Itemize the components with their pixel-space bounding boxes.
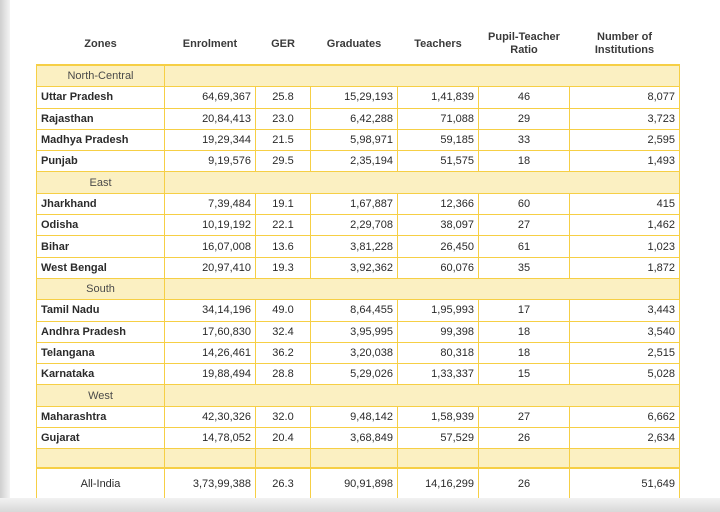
zone-spacer bbox=[165, 65, 680, 87]
state-name: Maharashtra bbox=[37, 406, 165, 427]
teachers-cell: 57,529 bbox=[398, 428, 479, 449]
zone-name: South bbox=[37, 278, 165, 299]
enrolment-cell: 10,19,192 bbox=[165, 215, 256, 236]
header-row bbox=[37, 24, 680, 65]
institutions-cell: 8,077 bbox=[570, 87, 680, 108]
teachers-cell: 38,097 bbox=[398, 215, 479, 236]
table-row bbox=[37, 428, 680, 449]
table-row bbox=[37, 342, 680, 363]
spacer-row bbox=[37, 449, 680, 469]
total-ger-cell: 26.3 bbox=[256, 468, 311, 500]
state-name: Tamil Nadu bbox=[37, 300, 165, 321]
institutions-cell: 415 bbox=[570, 193, 680, 214]
graduates-cell: 3,20,038 bbox=[311, 342, 398, 363]
institutions-cell: 3,723 bbox=[570, 108, 680, 129]
institutions-cell: 1,872 bbox=[570, 257, 680, 278]
teachers-cell: 59,185 bbox=[398, 129, 479, 150]
zone-header-row bbox=[37, 172, 680, 193]
zone-spacer bbox=[165, 385, 680, 406]
teachers-cell: 60,076 bbox=[398, 257, 479, 278]
institutions-cell: 2,634 bbox=[570, 428, 680, 449]
enrolment-cell: 34,14,196 bbox=[165, 300, 256, 321]
state-name: Karnataka bbox=[37, 364, 165, 385]
ptr-cell: 29 bbox=[479, 108, 570, 129]
institutions-cell: 1,023 bbox=[570, 236, 680, 257]
zone-header-row bbox=[37, 278, 680, 299]
ptr-cell: 46 bbox=[479, 87, 570, 108]
ger-cell: 49.0 bbox=[256, 300, 311, 321]
zone-header-row bbox=[37, 385, 680, 406]
total-enrolment-cell: 3,73,99,388 bbox=[165, 468, 256, 500]
ger-cell: 29.5 bbox=[256, 151, 311, 172]
table-row bbox=[37, 300, 680, 321]
ptr-cell: 18 bbox=[479, 151, 570, 172]
zone-name: East bbox=[37, 172, 165, 193]
teachers-cell: 1,95,993 bbox=[398, 300, 479, 321]
teachers-cell: 99,398 bbox=[398, 321, 479, 342]
graduates-cell: 6,42,288 bbox=[311, 108, 398, 129]
ptr-cell: 18 bbox=[479, 321, 570, 342]
ger-cell: 25.8 bbox=[256, 87, 311, 108]
enrolment-cell: 20,84,413 bbox=[165, 108, 256, 129]
enrolment-cell: 9,19,576 bbox=[165, 151, 256, 172]
total-graduates-cell: 90,91,898 bbox=[311, 468, 398, 500]
table-row bbox=[37, 193, 680, 214]
ger-cell: 32.4 bbox=[256, 321, 311, 342]
state-name: Telangana bbox=[37, 342, 165, 363]
enrolment-cell: 14,26,461 bbox=[165, 342, 256, 363]
ptr-cell: 35 bbox=[479, 257, 570, 278]
state-name: Uttar Pradesh bbox=[37, 87, 165, 108]
table-row bbox=[37, 406, 680, 427]
institutions-cell: 5,028 bbox=[570, 364, 680, 385]
spacer-cell bbox=[311, 449, 398, 469]
teachers-cell: 1,41,839 bbox=[398, 87, 479, 108]
page-edge-shadow-bottom bbox=[0, 498, 720, 512]
ger-cell: 19.1 bbox=[256, 193, 311, 214]
institutions-cell: 1,493 bbox=[570, 151, 680, 172]
enrolment-cell: 16,07,008 bbox=[165, 236, 256, 257]
state-name: Jharkhand bbox=[37, 193, 165, 214]
spacer-cell bbox=[165, 449, 256, 469]
enrolment-cell: 19,29,344 bbox=[165, 129, 256, 150]
teachers-cell: 1,58,939 bbox=[398, 406, 479, 427]
graduates-cell: 3,92,362 bbox=[311, 257, 398, 278]
enrolment-cell: 19,88,494 bbox=[165, 364, 256, 385]
graduates-cell: 5,29,026 bbox=[311, 364, 398, 385]
table-row bbox=[37, 151, 680, 172]
graduates-cell: 3,68,849 bbox=[311, 428, 398, 449]
ptr-cell: 60 bbox=[479, 193, 570, 214]
institutions-cell: 2,595 bbox=[570, 129, 680, 150]
table-row bbox=[37, 236, 680, 257]
institutions-cell: 3,540 bbox=[570, 321, 680, 342]
teachers-cell: 1,33,337 bbox=[398, 364, 479, 385]
spacer-cell bbox=[479, 449, 570, 469]
graduates-cell: 2,29,708 bbox=[311, 215, 398, 236]
ptr-cell: 15 bbox=[479, 364, 570, 385]
ger-cell: 28.8 bbox=[256, 364, 311, 385]
header-graduates: Graduates bbox=[326, 37, 382, 50]
zone-name: North-Central bbox=[37, 65, 165, 87]
enrolment-cell: 20,97,410 bbox=[165, 257, 256, 278]
state-name: Andhra Pradesh bbox=[37, 321, 165, 342]
ptr-cell: 27 bbox=[479, 215, 570, 236]
ptr-cell: 17 bbox=[479, 300, 570, 321]
table-row bbox=[37, 108, 680, 129]
graduates-cell: 9,48,142 bbox=[311, 406, 398, 427]
graduates-cell: 1,67,887 bbox=[311, 193, 398, 214]
ger-cell: 22.1 bbox=[256, 215, 311, 236]
header-zones: Zones bbox=[84, 37, 117, 50]
page-edge-shadow bbox=[0, 0, 10, 512]
header-institutions: Number of Institutions bbox=[594, 31, 655, 56]
graduates-cell: 5,98,971 bbox=[311, 129, 398, 150]
spacer-cell bbox=[37, 449, 165, 469]
teachers-cell: 71,088 bbox=[398, 108, 479, 129]
ptr-cell: 26 bbox=[479, 428, 570, 449]
spacer-cell bbox=[570, 449, 680, 469]
header-ptr: Pupil-Teacher Ratio bbox=[488, 31, 560, 56]
table-row bbox=[37, 215, 680, 236]
enrolment-cell: 64,69,367 bbox=[165, 87, 256, 108]
ger-cell: 13.6 bbox=[256, 236, 311, 257]
graduates-cell: 8,64,455 bbox=[311, 300, 398, 321]
table-row bbox=[37, 87, 680, 108]
higher-education-table bbox=[36, 24, 679, 500]
enrolment-cell: 7,39,484 bbox=[165, 193, 256, 214]
state-name: Rajasthan bbox=[37, 108, 165, 129]
ptr-cell: 61 bbox=[479, 236, 570, 257]
graduates-cell: 3,95,995 bbox=[311, 321, 398, 342]
institutions-cell: 6,662 bbox=[570, 406, 680, 427]
table-row bbox=[37, 129, 680, 150]
teachers-cell: 26,450 bbox=[398, 236, 479, 257]
table-row bbox=[37, 321, 680, 342]
zone-name: West bbox=[37, 385, 165, 406]
ger-cell: 20.4 bbox=[256, 428, 311, 449]
enrolment-cell: 17,60,830 bbox=[165, 321, 256, 342]
state-name: Bihar bbox=[37, 236, 165, 257]
state-name: Madhya Pradesh bbox=[37, 129, 165, 150]
total-row bbox=[37, 468, 680, 500]
total-ptr-cell: 26 bbox=[479, 468, 570, 500]
institutions-cell: 1,462 bbox=[570, 215, 680, 236]
state-name: Punjab bbox=[37, 151, 165, 172]
teachers-cell: 12,366 bbox=[398, 193, 479, 214]
total-institutions-cell: 51,649 bbox=[570, 468, 680, 500]
spacer-cell bbox=[398, 449, 479, 469]
header-ger: GER bbox=[271, 37, 295, 50]
table-row bbox=[37, 364, 680, 385]
graduates-cell: 3,81,228 bbox=[311, 236, 398, 257]
total-teachers-cell: 14,16,299 bbox=[398, 468, 479, 500]
institutions-cell: 2,515 bbox=[570, 342, 680, 363]
table-row bbox=[37, 257, 680, 278]
state-name: Odisha bbox=[37, 215, 165, 236]
state-name: West Bengal bbox=[37, 257, 165, 278]
graduates-cell: 2,35,194 bbox=[311, 151, 398, 172]
header-enrolment: Enrolment bbox=[182, 37, 238, 50]
ptr-cell: 33 bbox=[479, 129, 570, 150]
state-name: Gujarat bbox=[37, 428, 165, 449]
ger-cell: 36.2 bbox=[256, 342, 311, 363]
zone-header-row bbox=[37, 65, 680, 87]
graduates-cell: 15,29,193 bbox=[311, 87, 398, 108]
zone-spacer bbox=[165, 172, 680, 193]
enrolment-cell: 42,30,326 bbox=[165, 406, 256, 427]
ger-cell: 21.5 bbox=[256, 129, 311, 150]
header-teachers: Teachers bbox=[414, 37, 462, 50]
ger-cell: 23.0 bbox=[256, 108, 311, 129]
enrolment-cell: 14,78,052 bbox=[165, 428, 256, 449]
ptr-cell: 18 bbox=[479, 342, 570, 363]
ger-cell: 19.3 bbox=[256, 257, 311, 278]
teachers-cell: 51,575 bbox=[398, 151, 479, 172]
ger-cell: 32.0 bbox=[256, 406, 311, 427]
ptr-cell: 27 bbox=[479, 406, 570, 427]
teachers-cell: 80,318 bbox=[398, 342, 479, 363]
spacer-cell bbox=[256, 449, 311, 469]
zone-spacer bbox=[165, 278, 680, 299]
institutions-cell: 3,443 bbox=[570, 300, 680, 321]
total-label: All-India bbox=[37, 468, 165, 500]
